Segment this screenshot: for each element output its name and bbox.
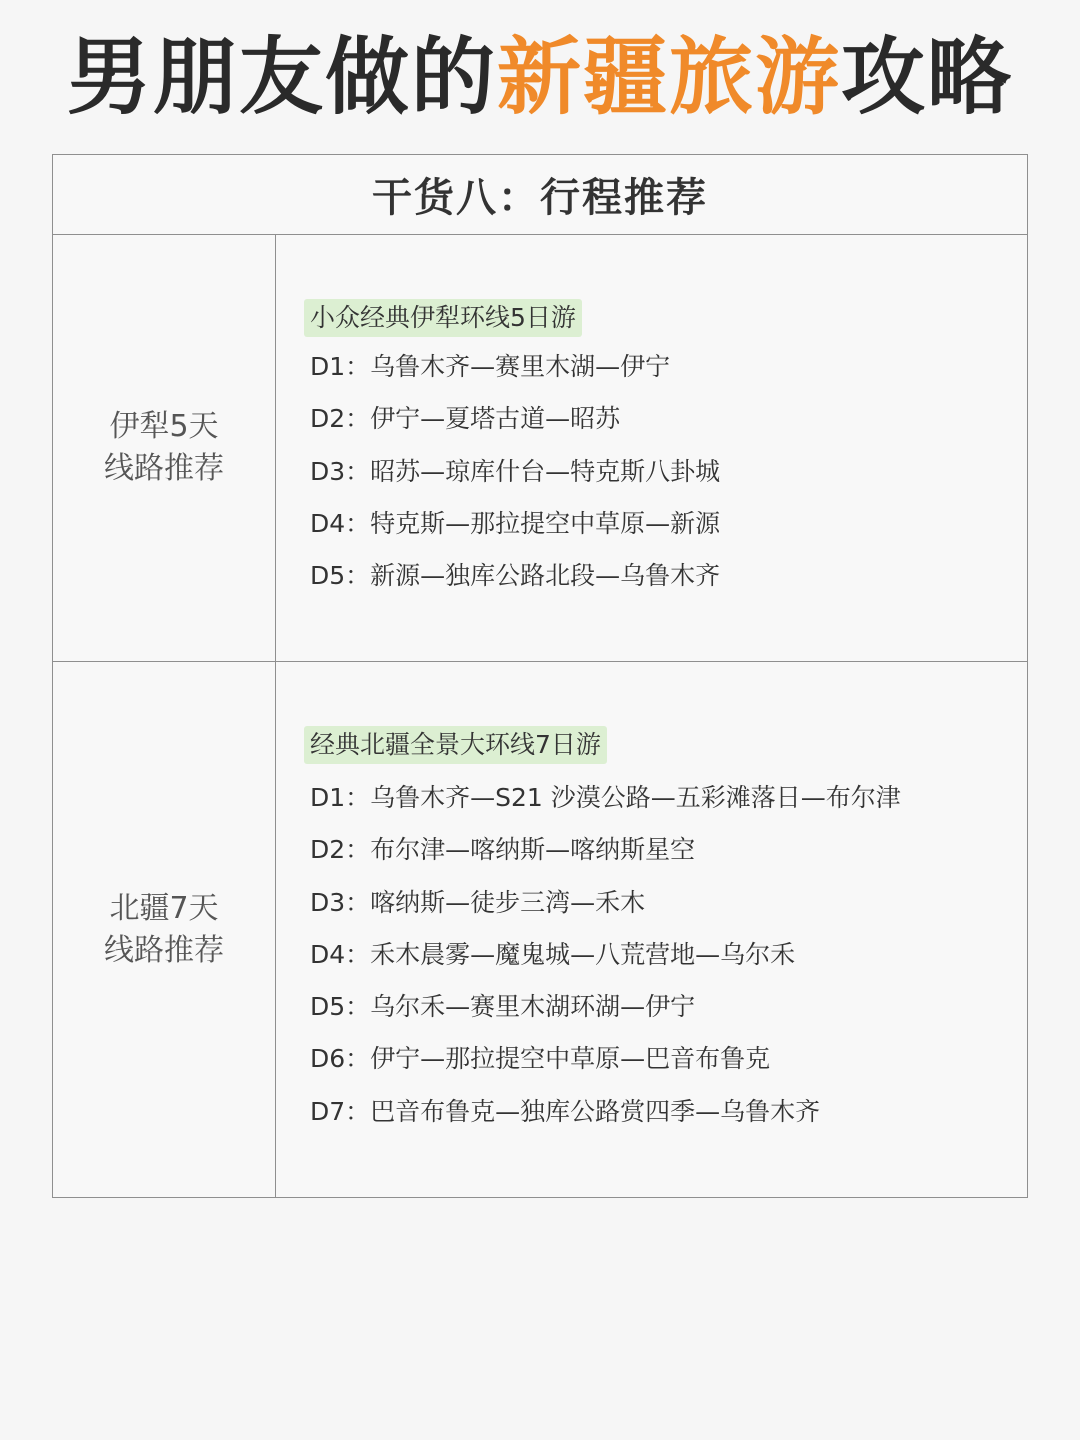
day-list — [310, 778, 901, 1144]
day-item: D5：新源—独库公路北段—乌鲁木齐 — [310, 561, 721, 591]
day-item: D2：伊宁—夏塔古道—昭苏 — [310, 404, 621, 434]
page-title — [0, 22, 1080, 132]
day-item: D3：喀纳斯—徒步三湾—禾木 — [310, 887, 646, 917]
day-item: D7：巴音布鲁克—独库公路赏四季—乌鲁木齐 — [310, 1096, 821, 1126]
day-item: D2：布尔津—喀纳斯—喀纳斯星空 — [310, 835, 696, 865]
row-label-line2: 线路推荐 — [104, 932, 224, 968]
row-itinerary-cell — [276, 662, 1027, 1197]
row-label-line2: 线路推荐 — [104, 451, 224, 486]
day-item: D6：伊宁—那拉提空中草原—巴音布鲁克 — [310, 1044, 771, 1074]
day-item: D4：禾木晨雾—魔鬼城—八荒营地—乌尔禾 — [310, 939, 796, 969]
day-item: D3：昭苏—琼库什台—特克斯八卦城 — [310, 456, 721, 486]
row-label-line1: 北疆7天 — [109, 890, 219, 926]
title-highlight: 新疆旅游 — [496, 28, 841, 126]
day-item: D1：乌鲁木齐—赛里木湖—伊宁 — [310, 352, 671, 381]
row-label-cell — [53, 235, 276, 661]
day-item: D4：特克斯—那拉提空中草原—新源 — [310, 508, 721, 538]
table-header: 干货八：行程推荐 — [53, 155, 1027, 235]
route-name-tag: 经典北疆全景大环线7日游 — [304, 726, 607, 764]
table-row-yili — [53, 235, 1027, 662]
title-prefix: 男朋友做的 — [66, 28, 497, 126]
row-itinerary-cell — [276, 235, 1027, 661]
row-label-cell — [53, 662, 276, 1197]
route-name-tag: 小众经典伊犁环线5日游 — [304, 299, 582, 337]
title-suffix: 攻略 — [841, 28, 1014, 126]
day-list — [310, 347, 720, 608]
day-item: D5：乌尔禾—赛里木湖环湖—伊宁 — [310, 992, 696, 1022]
table-row-beijiang — [53, 662, 1027, 1197]
row-label-line1: 伊犁5天 — [109, 409, 219, 444]
day-item: D1：乌鲁木齐—S21 沙漠公路—五彩滩落日—布尔津 — [310, 783, 901, 812]
itinerary-table — [52, 154, 1028, 1198]
